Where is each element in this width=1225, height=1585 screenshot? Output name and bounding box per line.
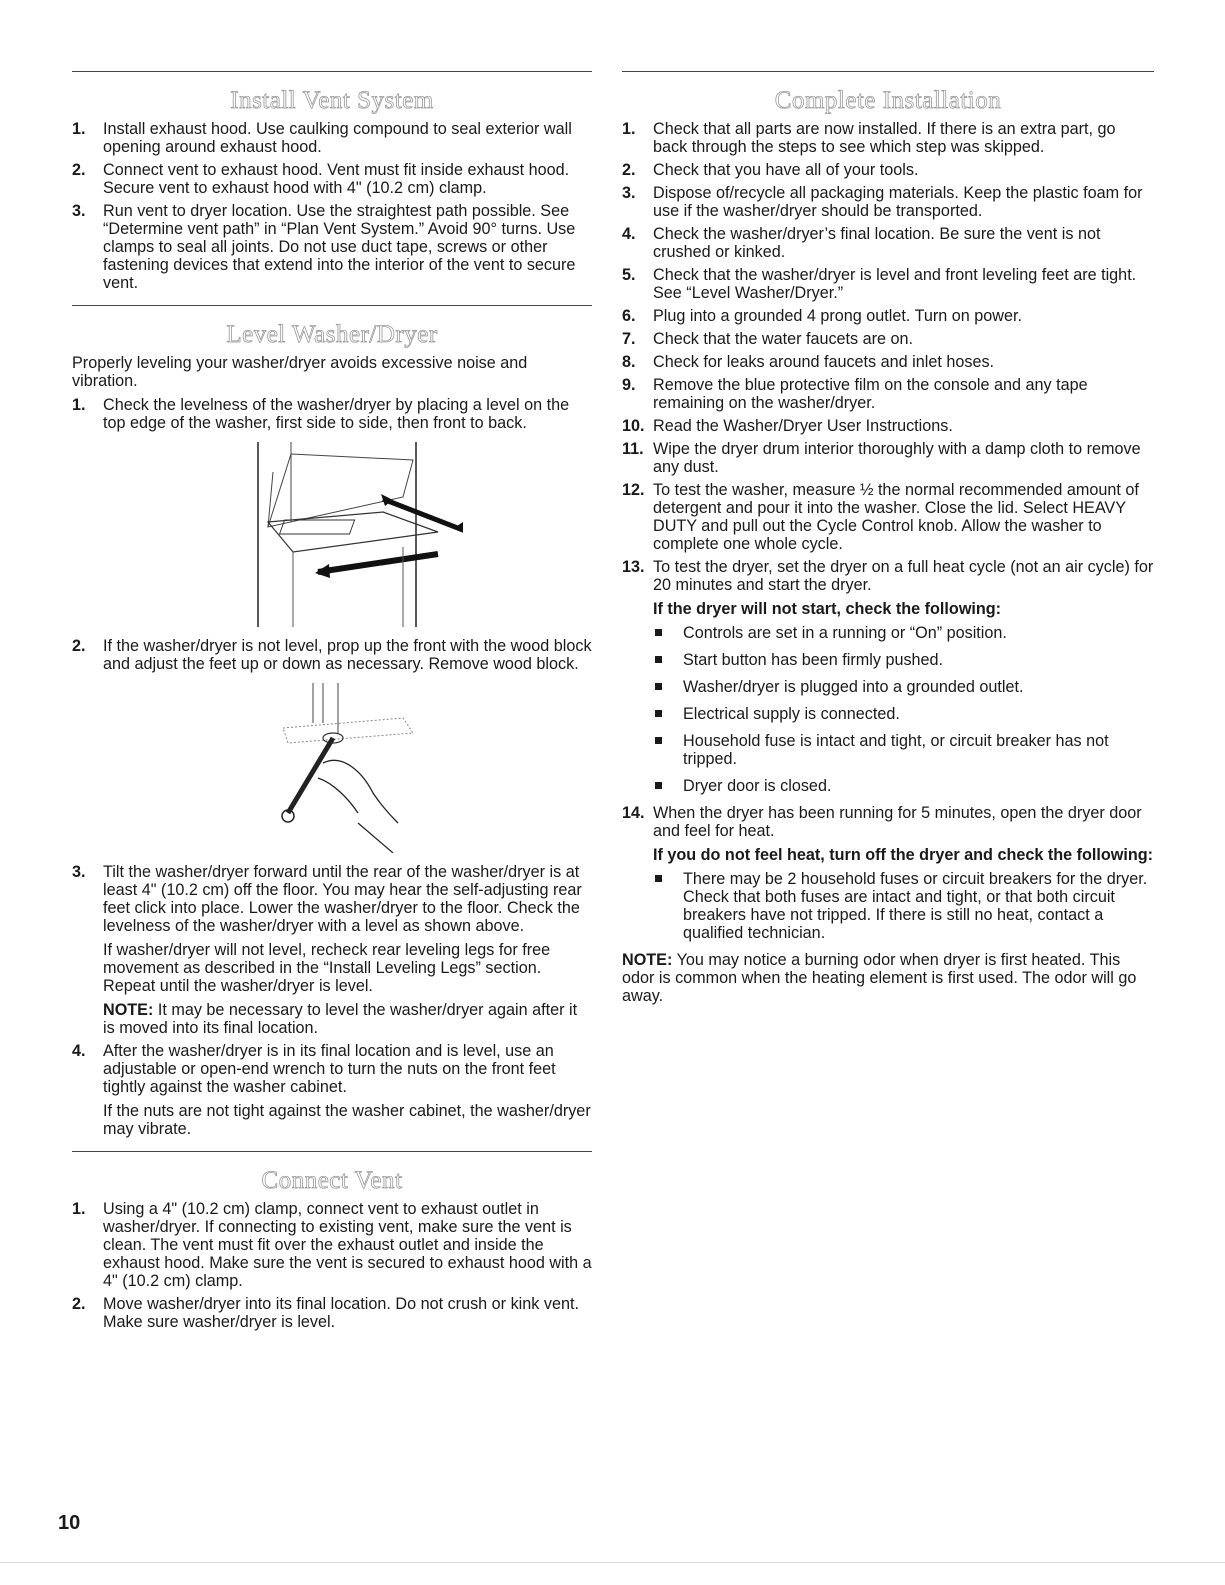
right-column	[622, 71, 1154, 1005]
step-number: 4.	[72, 1042, 86, 1060]
step-paragraph: If the nuts are not tight against the washer cabinet, the washer/dryer may vibrate.	[103, 1102, 591, 1138]
step-text: Move washer/dryer into its final location. Do not crush or kink vent. Make sure washer/dryer is level.	[103, 1295, 579, 1331]
level-heading: Level Washer/Dryer	[226, 321, 438, 348]
step-number: 13.	[622, 558, 645, 576]
step-text: Plug into a grounded 4 prong outlet. Turn on power.	[653, 307, 1022, 325]
step-text: To test the dryer, set the dryer on a full heat cycle (not an air cycle) for 20 minutes and start the dryer.	[653, 558, 1154, 594]
list-item: Dryer door is closed.	[653, 777, 1154, 795]
list-item: Start button has been firmly pushed.	[653, 651, 1154, 669]
list-item	[72, 1200, 592, 1290]
list-item	[72, 161, 592, 197]
list-item	[72, 396, 592, 627]
list-item	[622, 225, 1154, 261]
list-item: There may be 2 household fuses or circuit breakers for the dryer. Check that both fuses are intact and tight, or that both circuit breakers have not tripped. If there is still no heat, contact a qualified technician.	[653, 870, 1154, 942]
step-number: 12.	[622, 481, 645, 499]
step-text: Wipe the dryer drum interior thoroughly with a damp cloth to remove any dust.	[653, 440, 1141, 476]
step-note	[103, 1001, 592, 1037]
step-number: 2.	[72, 637, 86, 655]
step-text: Remove the blue protective film on the console and any tape remaining on the washer/dryer.	[653, 376, 1088, 412]
step-number: 1.	[622, 120, 636, 138]
connect-vent-heading: Connect Vent	[261, 1167, 403, 1194]
list-item	[622, 353, 1154, 371]
list-item	[622, 804, 1154, 942]
step-text: Check the washer/dryer’s final location. Be sure the vent is not crushed or kinked.	[653, 225, 1101, 261]
level-intro: Properly leveling your washer/dryer avoids excessive noise and vibration.	[72, 354, 528, 390]
wrench-adjust-illustration	[103, 683, 592, 853]
list-item	[622, 161, 1154, 179]
step-number: 6.	[622, 307, 636, 325]
list-item	[72, 637, 592, 853]
list-item	[622, 558, 1154, 795]
left-column	[72, 71, 592, 1336]
step-number: 3.	[72, 202, 86, 220]
step-paragraph: If washer/dryer will not level, recheck rear leveling legs for free movement as described in the “Install Leveling Legs” section. Repeat until the washer/dryer is level.	[103, 941, 551, 995]
step-number: 1.	[72, 396, 86, 414]
step-text: Read the Washer/Dryer User Instructions.	[653, 417, 953, 435]
complete-installation-section	[622, 71, 1154, 1005]
list-item	[622, 440, 1154, 476]
page-note	[622, 951, 1154, 1005]
step-number: 1.	[72, 120, 86, 138]
list-item	[72, 1295, 592, 1331]
step-number: 7.	[622, 330, 636, 348]
bottom-divider	[0, 1562, 1225, 1563]
step-number: 14.	[622, 804, 645, 822]
install-vent-steps	[72, 120, 592, 292]
list-item	[622, 330, 1154, 348]
list-item: Household fuse is intact and tight, or circuit breaker has not tripped.	[653, 732, 1154, 768]
list-item	[72, 202, 592, 292]
step-number: 8.	[622, 353, 636, 371]
step-number: 5.	[622, 266, 636, 284]
check-heading: If you do not feel heat, turn off the dryer and check the following:	[653, 846, 1154, 864]
connect-vent-steps	[72, 1200, 592, 1331]
note-label: NOTE:	[103, 1001, 154, 1019]
list-item	[72, 120, 592, 156]
step-number: 11.	[622, 440, 644, 458]
step-text: Connect vent to exhaust hood. Vent must fit inside exhaust hood. Secure vent to exhaust hood with 4" (10.2 cm) clamp.	[103, 161, 570, 197]
step-number: 3.	[72, 863, 86, 881]
step-text: After the washer/dryer is in its final location and is level, use an adjustable or open-end wrench to turn the nuts on the front feet tightly against the washer cabinet.	[103, 1042, 556, 1096]
washer-level-image	[233, 442, 463, 627]
step-number: 4.	[622, 225, 636, 243]
list-item	[622, 417, 1154, 435]
list-item	[72, 863, 592, 1037]
step-text: Check that you have all of your tools.	[653, 161, 919, 179]
complete-installation-heading: Complete Installation	[774, 87, 1002, 114]
step-text: Check that all parts are now installed. If there is an extra part, go back through the steps to see which step was skipped.	[653, 120, 1116, 156]
list-item	[622, 307, 1154, 325]
step-number: 9.	[622, 376, 636, 394]
step-text: Check that the water faucets are on.	[653, 330, 914, 348]
list-item	[622, 120, 1154, 156]
step-text: If the washer/dryer is not level, prop up the front with the wood block and adjust the feet up or down as necessary. Remove wood block.	[103, 637, 592, 673]
page-number: 10	[58, 1512, 81, 1534]
connect-vent-section	[72, 1151, 592, 1331]
step-number: 10.	[622, 417, 645, 435]
install-vent-section	[72, 71, 592, 292]
check-list	[653, 624, 1154, 795]
list-item: Washer/dryer is plugged into a grounded outlet.	[653, 678, 1154, 696]
step-number: 2.	[622, 161, 636, 179]
step-text: Tilt the washer/dryer forward until the rear of the washer/dryer is at least 4" (10.2 cm) off the floor. You may hear the self-adjusting rear feet click into place. Lower the washer/dryer to the floor. Check the levelness of the washer/dryer with a level as shown above.	[103, 863, 582, 935]
step-number: 2.	[72, 1295, 86, 1313]
list-item	[622, 376, 1154, 412]
step-text: Check that the washer/dryer is level and front leveling feet are tight. See “Level Washer/Dryer.”	[653, 266, 1137, 302]
note-text: It may be necessary to level the washer/dryer again after it is moved into its final location.	[103, 1001, 578, 1037]
list-item: Controls are set in a running or “On” position.	[653, 624, 1154, 642]
list-item	[72, 1042, 592, 1138]
step-text: Install exhaust hood. Use caulking compound to seal exterior wall opening around exhaust hood.	[103, 120, 572, 156]
list-item	[622, 481, 1154, 553]
washer-level-illustration	[103, 442, 592, 627]
install-vent-heading: Install Vent System	[230, 87, 434, 114]
list-item	[622, 184, 1154, 220]
step-number: 2.	[72, 161, 86, 179]
wrench-adjust-image	[263, 683, 433, 853]
complete-installation-steps	[622, 120, 1154, 942]
level-steps	[72, 396, 592, 1138]
check-list	[653, 870, 1154, 942]
step-text: Check the levelness of the washer/dryer by placing a level on the top edge of the washer, first side to side, then front to back.	[103, 396, 570, 432]
step-number: 3.	[622, 184, 636, 202]
list-item: Electrical supply is connected.	[653, 705, 1154, 723]
check-heading: If the dryer will not start, check the following:	[653, 600, 1002, 618]
step-text: Dispose of/recycle all packaging materials. Keep the plastic foam for use if the washer/dryer should be transported.	[653, 184, 1143, 220]
level-section	[72, 305, 592, 1138]
list-item	[622, 266, 1154, 302]
note-label: NOTE:	[622, 951, 673, 969]
step-text: To test the washer, measure ½ the normal recommended amount of detergent and pour it into the washer. Close the lid. Select HEAVY DUTY and pull out the Cycle Control knob. Allow the washer to complete one whole cycle.	[653, 481, 1139, 553]
step-text: Check for leaks around faucets and inlet hoses.	[653, 353, 995, 371]
step-text: Using a 4" (10.2 cm) clamp, connect vent to exhaust outlet in washer/dryer. If connecting to existing vent, make sure the vent is clean. The vent must fit over the exhaust outlet and inside the exhaust hood. Make sure the vent is secured to exhaust hood with a 4" (10.2 cm) clamp.	[103, 1200, 592, 1290]
step-text: Run vent to dryer location. Use the straightest path possible. See “Determine vent path” in “Plan Vent System.” Avoid 90° turns. Use clamps to seal all joints. Do not use duct tape, screws or other fastening devices that extend into the interior of the vent to secure vent.	[103, 202, 576, 292]
step-text: When the dryer has been running for 5 minutes, open the dryer door and feel for heat.	[653, 804, 1142, 840]
step-number: 1.	[72, 1200, 86, 1218]
note-text: You may notice a burning odor when dryer is first heated. This odor is common when the heating element is first used. The odor will go away.	[622, 951, 1137, 1005]
